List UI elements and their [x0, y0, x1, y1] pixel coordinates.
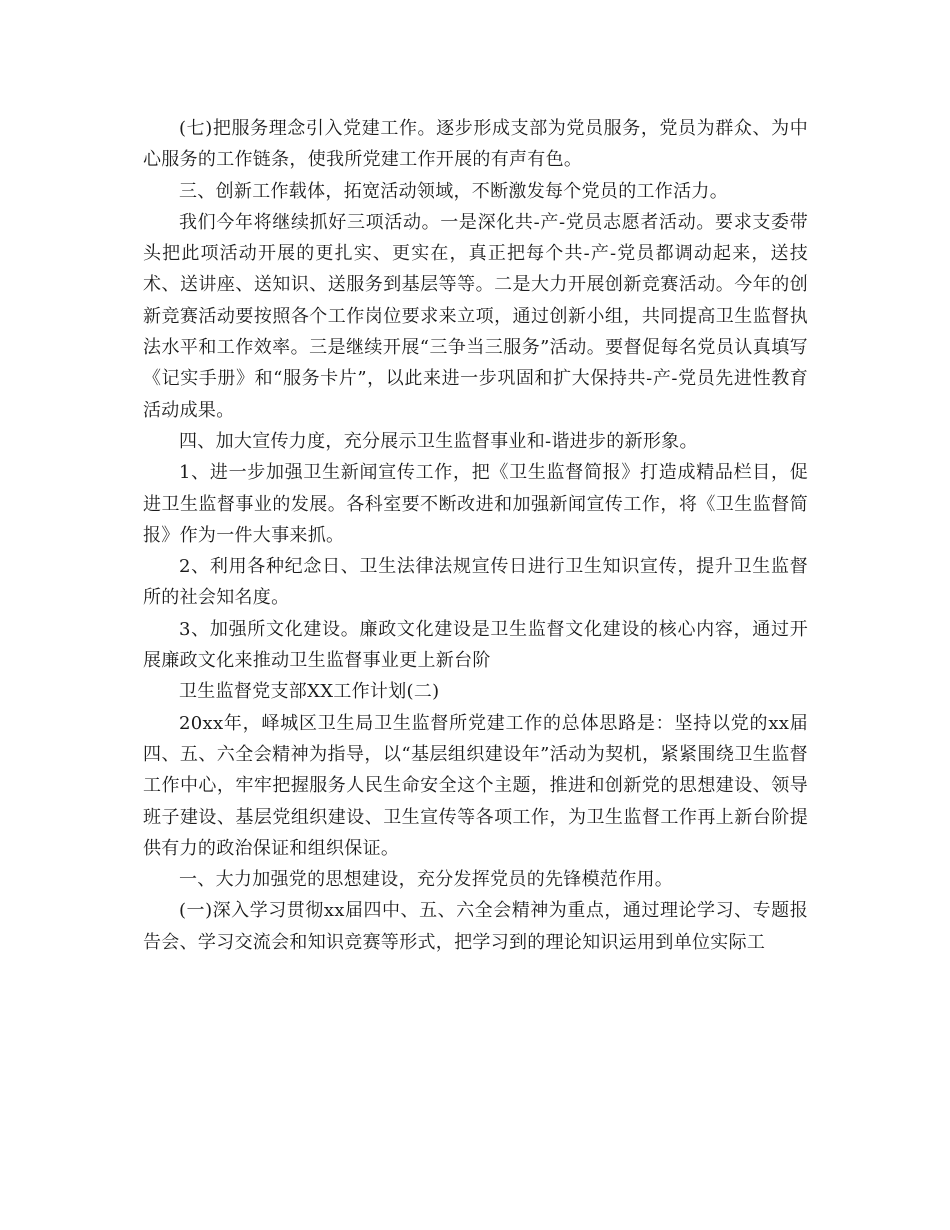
- paragraph-overall-approach: 20xx年，峄城区卫生局卫生监督所党建工作的总体思路是：坚持以党的xx届四、五、六全会精神为指导，以“基层组织建设年”活动为契机，紧紧围绕卫生监督工作中心，牢牢把握服务人民生命安全这个主题，推进和创新党的思想建设、领导班子建设、基层党组织建设、卫生宣传等各项工作，为卫生监督工作再上新台阶提供有力的政治保证和组织保证。: [143, 712, 808, 859]
- paragraph-news-publicity: 1、进一步加强卫生新闻宣传工作，把《卫生监督简报》打造成精品栏目，促进卫生监督事业的发展。各科室要不断改进和加强新闻宣传工作，将《卫生监督简报》作为一件大事来抓。: [143, 462, 808, 546]
- heading-innovation-carrier: 三、创新工作载体，拓宽活动领域，不断激发每个党员的工作活力。: [179, 180, 728, 202]
- section-title-work-plan-two: 卫生监督党支部XX工作计划(二): [179, 681, 440, 703]
- paragraph-commemoration-days: 2、利用各种纪念日、卫生法律法规宣传日进行卫生知识宣传，提升卫生监督所的社会知名度。: [143, 556, 808, 609]
- heading-ideological-building: 一、大力加强党的思想建设，充分发挥党员的先锋模范作用。: [179, 869, 674, 891]
- paragraph-three-activities: 我们今年将继续抓好三项活动。一是深化共-产-党员志愿者活动。要求支委带头把此项活动开展的更扎实、更实在，真正把每个共-产-党员都调动起来，送技术、送讲座、送知识、送服务到基层等等。二是大力开展创新竞赛活动。今年的创新竞赛活动要按照各个工作岗位要求来立项，通过创新小组，共同提高卫生监督执法水平和工作效率。三是继续开展“三争当三服务”活动。要督促每名党员认真填写《记实手册》和“服务卡片”，以此来进一步巩固和扩大保持共-产-党员先进性教育活动成果。: [143, 211, 808, 421]
- paragraph-culture-building: 3、加强所文化建设。廉政文化建设是卫生监督文化建设的核心内容，通过开展廉政文化来推动卫生监督事业更上新台阶: [143, 618, 808, 672]
- document-body: [143, 113, 808, 958]
- paragraph-study-plenary: (一)深入学习贯彻xx届四中、五、六全会精神为重点，通过理论学习、专题报告会、学习交流会和知识竞赛等形式，把学习到的理论知识运用到单位实际工: [143, 900, 808, 953]
- heading-publicity: 四、加大宣传力度，充分展示卫生监督事业和-谐进步的新形象。: [179, 430, 698, 452]
- paragraph-service-concept: (七)把服务理念引入党建工作。逐步形成支部为党员服务，党员为群众、为中心服务的工作链条，使我所党建工作开展的有声有色。: [143, 118, 808, 171]
